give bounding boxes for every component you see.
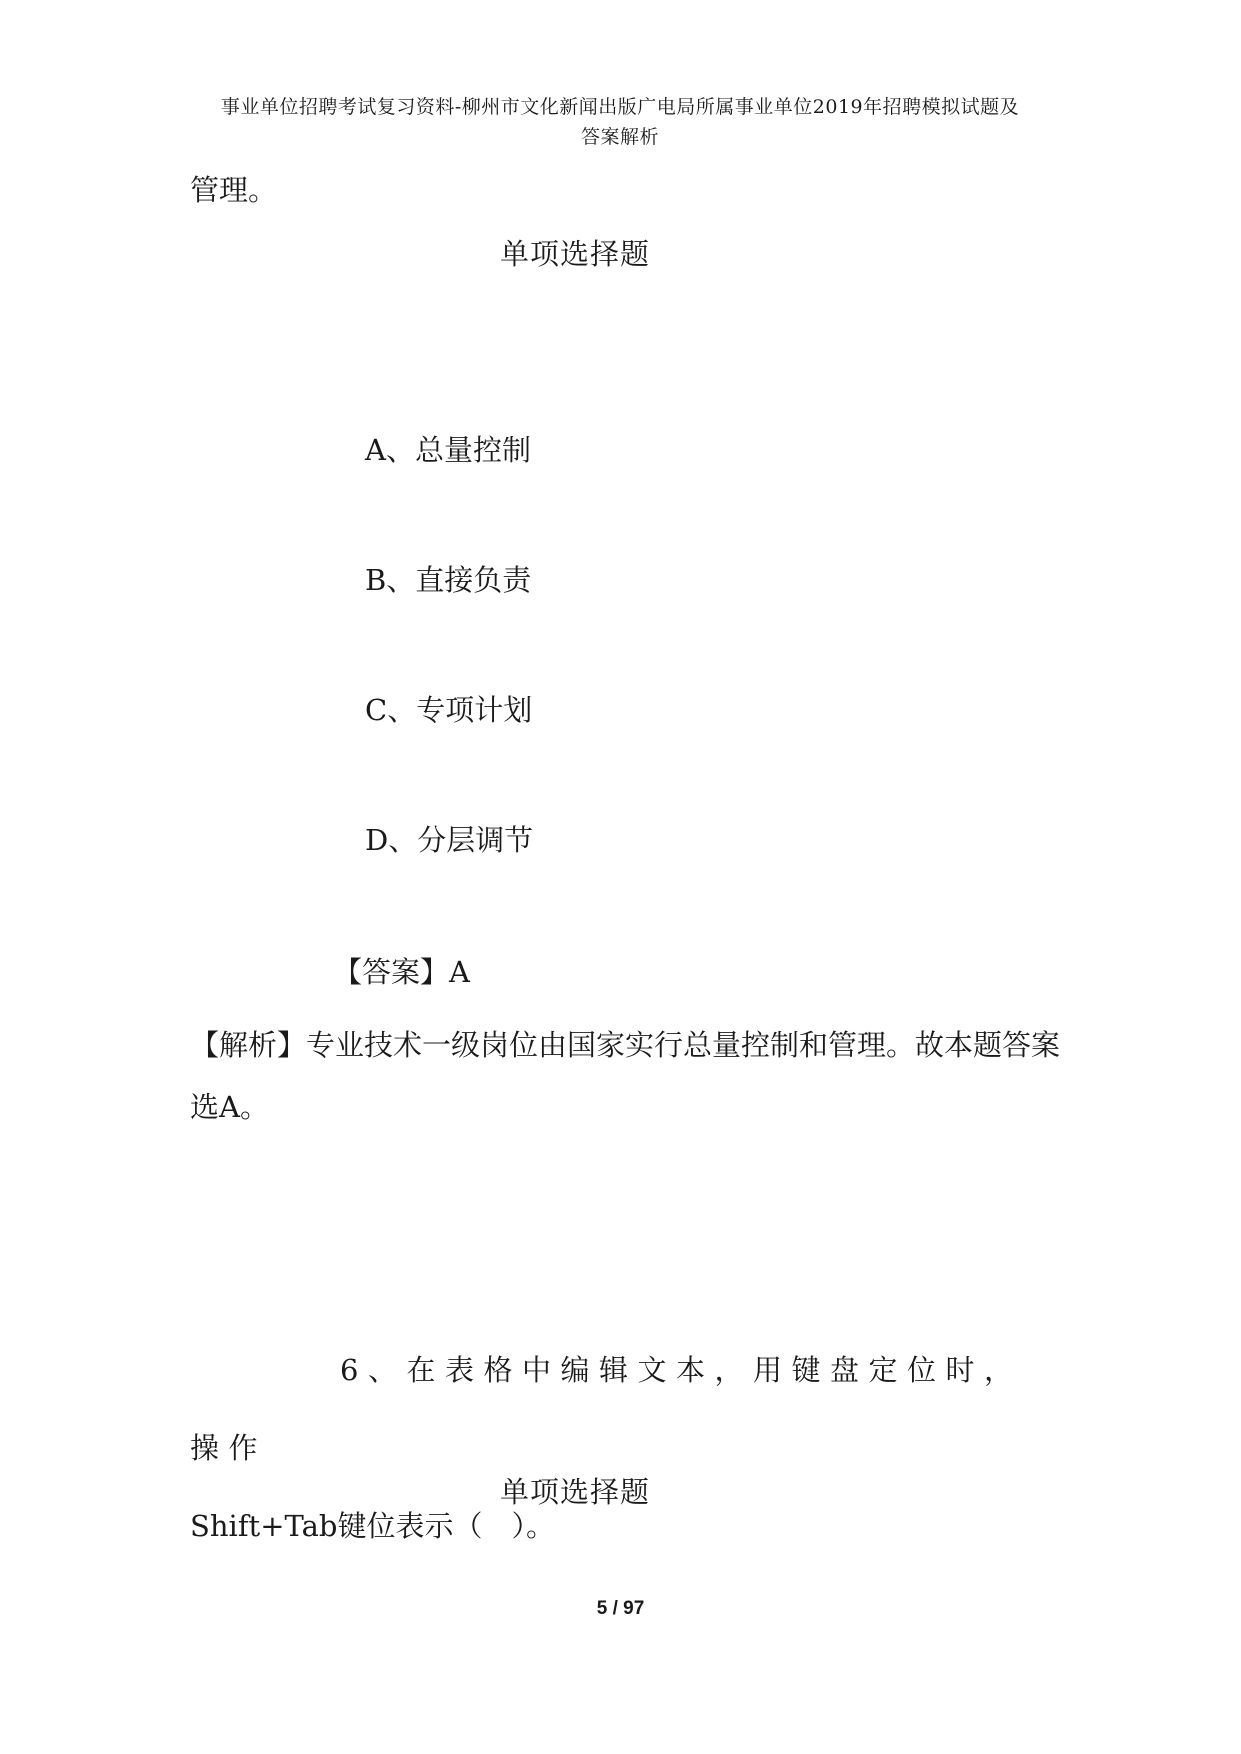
page-number: 5 / 97 (596, 1598, 645, 1619)
option-c: C、专项计划 (365, 693, 533, 727)
option-a: A、总量控制 (365, 433, 531, 467)
explanation-paragraph: 【解析】专业技术一级岗位由国家实行总量控制和管理。故本题答案选A。 (190, 1028, 1061, 1124)
header-title-line2: 答案解析 (580, 126, 659, 148)
header-title-line1: 事业单位招聘考试复习资料-柳州市文化新闻出版广电局所属事业单位2019年招聘模拟试题及 (220, 96, 1020, 118)
question-continuation: 管理。 (190, 173, 278, 207)
question-6-type-label: 单项选择题 (500, 1475, 651, 1509)
question-type-label: 单项选择题 (500, 237, 651, 271)
option-b: B、直接负责 (365, 563, 532, 597)
document-header (150, 92, 1090, 152)
option-d: D、分层调节 (365, 823, 534, 857)
question-6-stem (190, 1331, 1050, 1565)
question-6-stem-line2: Shift+Tab键位表示（ ）。 (190, 1509, 555, 1543)
answer-line: 【答案】A (333, 955, 470, 989)
question-6-stem-line1: 6、在表格中编辑文本，用键盘定位时，操作 (190, 1353, 1023, 1465)
